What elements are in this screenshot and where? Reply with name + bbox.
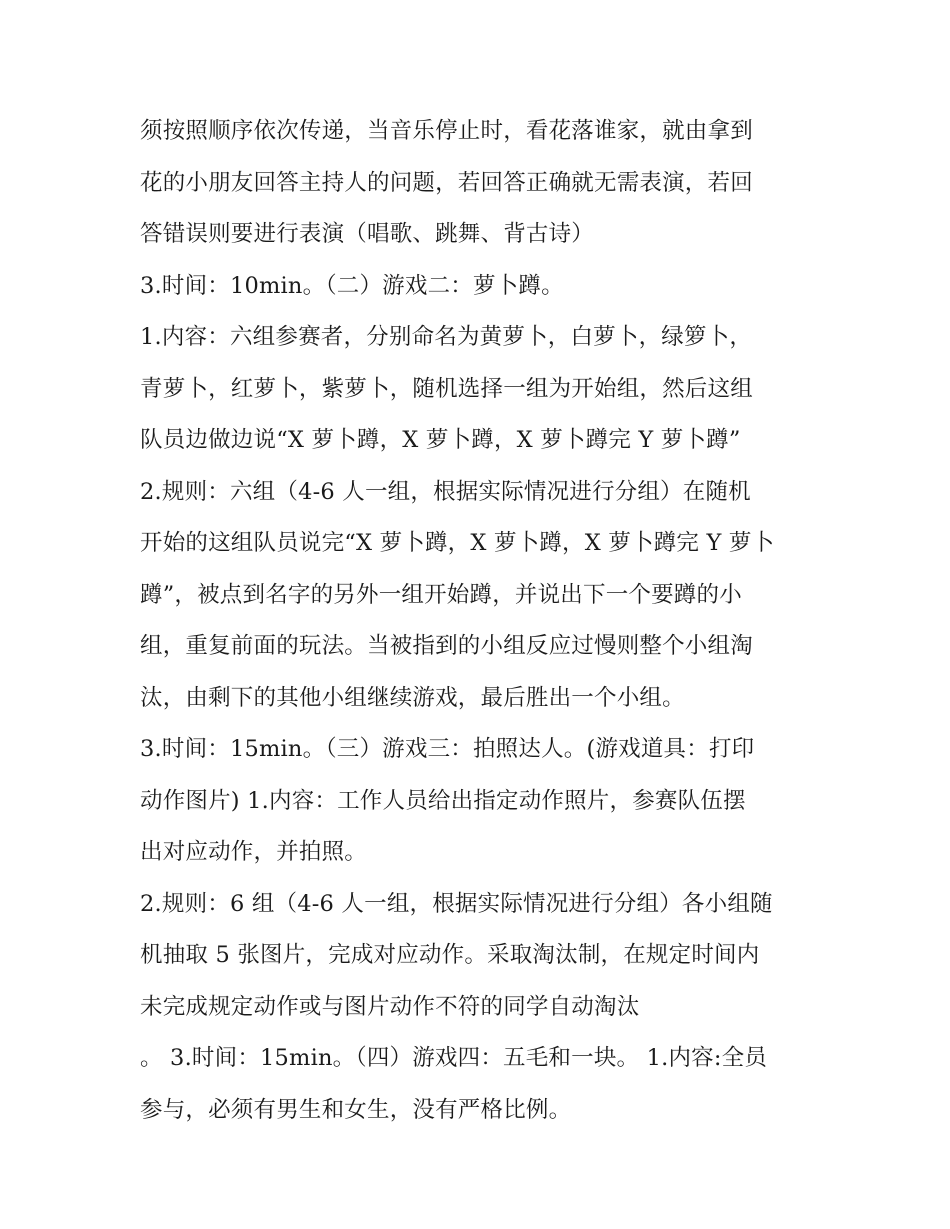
text-line: 答错误则要进行表演（唱歌、跳舞、背古诗） (140, 221, 595, 247)
text-line: 开始的这组队员说完“X 萝卜蹲，X 萝卜蹲，X 萝卜蹲完 Y 萝卜 (140, 530, 775, 556)
document-body (140, 106, 820, 1136)
text-line: 组，重复前面的玩法。当被指到的小组反应过慢则整个小组淘 (140, 633, 753, 659)
text-line: 汰，由剩下的其他小组继续游戏，最后胜出一个小组。 (140, 684, 685, 711)
text-line: 须按照顺序依次传递，当音乐停止时，看花落谁家，就由拿到 (140, 118, 753, 144)
text-line: 青萝卜，红萝卜，紫萝卜，随机选择一组为开始组，然后这组 (140, 375, 753, 402)
text-line: 2.规则：6 组（4-6 人一组，根据实际情况进行分组）各小组随 (140, 890, 773, 917)
text-line: 。 3.时间：15min。（四）游戏四：五毛和一块。 1.内容:全员 (140, 1045, 768, 1071)
text-line: 出对应动作，并拍照。 (140, 839, 368, 865)
text-line: 2.规则：六组（4-6 人一组，根据实际情况进行分组）在随机 (140, 478, 751, 505)
text-line: 1.内容：六组参赛者，分别命名为黄萝卜，白萝卜，绿箩卜， (140, 324, 753, 350)
text-line: 动作图片) 1.内容：工作人员给出指定动作照片，参赛队伍摆 (140, 787, 746, 814)
text-line: 3.时间：10min。（二）游戏二：萝卜蹲。 (140, 272, 564, 299)
text-line: 机抽取 5 张图片，完成对应动作。采取淘汰制，在规定时间内 (140, 942, 760, 968)
text-line: 蹲”，被点到名字的另外一组开始蹲，并说出下一个要蹲的小 (140, 581, 742, 608)
text-line: 3.时间：15min。（三）游戏三：拍照达人。(游戏道具：打印 (140, 736, 755, 762)
text-line: 花的小朋友回答主持人的问题，若回答正确就无需表演，若回 (140, 169, 753, 196)
text-line: 参与，必须有男生和女生，没有严格比例。 (140, 1096, 572, 1123)
text-line: 队员边做边说“X 萝卜蹲，X 萝卜蹲，X 萝卜蹲完 Y 萝卜蹲” (140, 427, 741, 453)
text-line: 未完成规定动作或与图片动作不符的同学自动淘汰 (140, 993, 640, 1020)
